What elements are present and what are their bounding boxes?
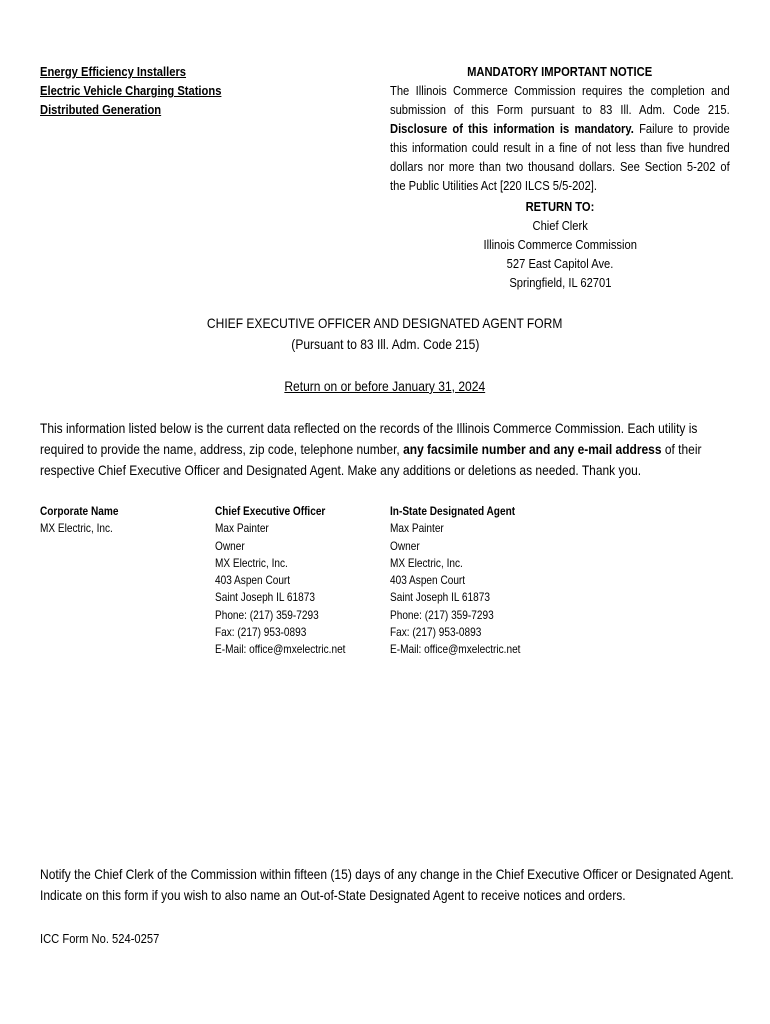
ceo-phone: Phone: (217) 359-7293 xyxy=(215,607,319,622)
intro-bold-text: any facsimile number and any e-mail address xyxy=(403,441,662,457)
corporate-name: MX Electric, Inc. xyxy=(40,521,113,536)
category-ev-charging: Electric Vehicle Charging Stations xyxy=(40,83,222,98)
ceo-header: Chief Executive Officer xyxy=(215,504,326,518)
notice-text-1: The Illinois Commerce Commission requires the completion and submission of this Form pursuant to 83 Ill. Adm. Code 215. xyxy=(390,83,730,117)
agent-header: In-State Designated Agent xyxy=(390,504,516,518)
notice-bold-text: Disclosure of this information is mandatory. xyxy=(390,121,634,136)
corporate-header: Corporate Name xyxy=(40,504,119,518)
agent-email: E-Mail: office@mxelectric.net xyxy=(390,642,521,657)
ceo-fax: Fax: (217) 953-0893 xyxy=(215,625,307,640)
return-address xyxy=(390,197,730,292)
category-energy-efficiency: Energy Efficiency Installers xyxy=(40,64,187,79)
ceo-email: E-Mail: office@mxelectric.net xyxy=(215,642,346,657)
intro-text-1: This information listed below is the current data reflected on the records of the Illinois Commerce Commission. Each utility is required to provide the name, address, zip code, telephone number, xyxy=(40,420,698,457)
notice-text-2: Failure to provide this information could result in a fine of not less than five hundred dollars nor more than two thousand dollars. See Section 5-202 of the Public Utilities Act [220 ILCS 5/5-202]. xyxy=(390,121,730,193)
return-date: Return on or before January 31, 2024 xyxy=(284,378,486,394)
form-title-block xyxy=(0,313,770,355)
return-line-city: Springfield, IL 62701 xyxy=(508,275,612,290)
ceo-city: Saint Joseph IL 61873 xyxy=(215,590,315,605)
ceo-company: MX Electric, Inc. xyxy=(215,555,288,570)
agent-street: 403 Aspen Court xyxy=(390,573,466,588)
return-line-commission: Illinois Commerce Commission xyxy=(483,237,637,252)
return-line-street: 527 East Capitol Ave. xyxy=(506,256,614,271)
form-number: ICC Form No. 524-0257 xyxy=(40,931,160,946)
ceo-title: Owner xyxy=(215,538,245,553)
ceo-column xyxy=(215,503,370,659)
agent-city: Saint Joseph IL 61873 xyxy=(390,590,490,605)
return-line-clerk: Chief Clerk xyxy=(532,218,588,233)
notice-body xyxy=(390,81,730,195)
return-title: RETURN TO: xyxy=(525,199,595,214)
ceo-name: Max Painter xyxy=(215,521,269,536)
agent-company: MX Electric, Inc. xyxy=(390,555,463,570)
agent-fax: Fax: (217) 953-0893 xyxy=(390,625,482,640)
intro-paragraph xyxy=(40,418,730,481)
footer-indicate-line: Indicate on this form if you wish to also name an Out-of-State Designated Agent to receive notices and orders. xyxy=(40,887,626,903)
footer-notify-line: Notify the Chief Clerk of the Commission within fifteen (15) days of any change in the Chief Executive Officer or Designated Agent. xyxy=(40,866,734,882)
ceo-street: 403 Aspen Court xyxy=(215,573,291,588)
agent-title: Owner xyxy=(390,538,420,553)
form-subtitle: (Pursuant to 83 Ill. Adm. Code 215) xyxy=(290,336,480,352)
form-title: CHIEF EXECUTIVE OFFICER AND DESIGNATED AGENT FORM xyxy=(207,315,563,331)
category-list xyxy=(40,62,251,119)
notice-title: MANDATORY IMPORTANT NOTICE xyxy=(467,64,653,79)
category-distributed-generation: Distributed Generation xyxy=(40,102,162,117)
corporate-column xyxy=(40,503,133,538)
agent-column xyxy=(390,503,545,659)
intro-text-2: of their respective Chief Executive Officer and Designated Agent. Make any additions or deletions as needed. Thank you. xyxy=(40,441,702,478)
footer-notes xyxy=(40,864,770,906)
agent-phone: Phone: (217) 359-7293 xyxy=(390,607,494,622)
agent-name: Max Painter xyxy=(390,521,444,536)
